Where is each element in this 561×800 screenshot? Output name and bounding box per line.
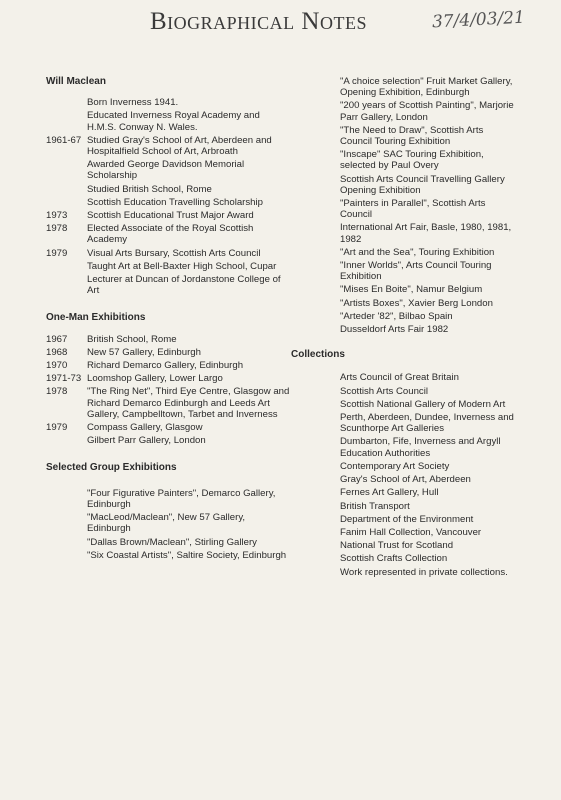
exhibition-entry: [46, 373, 291, 384]
bio-entry: [46, 184, 291, 195]
group-list-left: [46, 488, 291, 561]
entry-text: Born Inverness 1941.: [87, 97, 179, 109]
group-exhibition-item: "Painters in Parallel", Scottish Arts Council: [340, 198, 486, 221]
bio-list: [46, 97, 291, 296]
bio-entry: [46, 210, 291, 221]
collection-item: British Transport: [340, 500, 410, 512]
bio-entry: [46, 135, 291, 157]
entry-text: British School, Rome: [87, 333, 177, 345]
entry-text: Visual Arts Bursary, Scottish Arts Council: [87, 247, 261, 259]
collection-item: Fernes Art Gallery, Hull: [340, 487, 439, 499]
group-exhibition-item: "Inscape" SAC Touring Exhibition, selected by Paul Overy: [340, 149, 484, 172]
exhibition-entry: [46, 347, 291, 358]
entry-text: Gilbert Parr Gallery, London: [87, 435, 206, 447]
one-man-heading: One-Man Exhibitions: [46, 312, 146, 324]
entry-text: Taught Art at Bell-Baxter High School, Cupar: [87, 260, 277, 272]
entry-text: Elected Associate of the Royal Scottish Academy: [87, 223, 254, 246]
entry-year: [46, 110, 87, 132]
exhibition-entry: [46, 422, 291, 433]
group-exhibition-item: "The Need to Draw", Scottish Arts Council Touring Exhibition: [340, 124, 484, 148]
group-exhibition-item: "Inner Worlds", Arts Council Touring Exhibition: [340, 260, 492, 283]
bio-heading: Will Maclean: [46, 76, 106, 87]
collections-heading: Collections: [291, 349, 345, 361]
entry-year: 1970: [46, 360, 68, 372]
entry-text: Studied Gray's School of Art, Aberdeen and Hospitalfield School of Art, Arbroath: [87, 134, 272, 158]
collection-item: Work represented in private collections.: [340, 566, 508, 578]
collection-item: Department of the Environment: [340, 513, 474, 525]
bio-entry: [46, 159, 291, 181]
entry-year: 1979: [46, 247, 68, 259]
exhibition-entry: [46, 334, 291, 345]
collection-item: Arts Council of Great Britain: [340, 372, 459, 384]
bio-entry: [46, 110, 291, 132]
entry-year: [46, 184, 87, 195]
entry-text: Scottish Educational Trust Major Award: [87, 210, 254, 222]
entry-year: 1961-67: [46, 134, 82, 146]
collection-item: Perth, Aberdeen, Dundee, Inverness and Scunthorpe Art Galleries: [340, 412, 514, 435]
entry-text: Awarded George Davidson Memorial Scholarship: [87, 159, 245, 182]
exhibition-entry: [46, 360, 291, 371]
entry-text: Loomshop Gallery, Lower Largo: [87, 373, 223, 385]
handwritten-reference: 37/4/03/21: [431, 7, 526, 33]
group-exhibition-item: "Dallas Brown/Maclean", Stirling Gallery: [87, 536, 257, 548]
collection-item: Fanim Hall Collection, Vancouver: [340, 526, 482, 538]
group-exhibition-item: Scottish Arts Council Travelling Gallery Opening Exhibition: [340, 173, 505, 196]
entry-year: 1978: [46, 223, 68, 235]
entry-year: [46, 435, 87, 446]
collection-item: Dumbarton, Fife, Inverness and Argyll Education Authorities: [340, 436, 501, 459]
one-man-list: [46, 334, 291, 447]
group-exhibition-item: "Art and the Sea", Touring Exhibition: [340, 246, 495, 258]
collection-item: Scottish Crafts Collection: [340, 553, 448, 565]
bio-entry: [46, 197, 291, 208]
entry-text: Scottish Education Travelling Scholarship: [87, 196, 263, 208]
entry-text: New 57 Gallery, Edinburgh: [87, 346, 201, 358]
group-exhibition-item: "Artists Boxes", Xavier Berg London: [340, 297, 493, 309]
collection-item: Scottish Arts Council: [340, 385, 428, 397]
entry-text: Studied British School, Rome: [87, 183, 212, 195]
collection-item: Gray's School of Art, Aberdeen: [340, 474, 471, 486]
entry-year: [46, 261, 87, 272]
collection-item: Contemporary Art Society: [340, 460, 450, 472]
bio-entry: [46, 261, 291, 272]
entry-year: [46, 197, 87, 208]
entry-year: 1968: [46, 346, 68, 358]
entry-year: 1973: [46, 210, 68, 222]
entry-year: 1967: [46, 333, 68, 345]
group-exhibition-item: "Six Coastal Artists", Saltire Society, Edinburgh: [87, 549, 287, 561]
entry-year: [46, 97, 87, 108]
bio-entry: [46, 97, 291, 108]
page-title: Biographical Notes: [150, 8, 367, 35]
group-list-right: [291, 76, 516, 335]
entry-year: [46, 159, 87, 181]
left-column: [46, 76, 291, 563]
group-exhibition-item: "200 years of Scottish Painting", Marjorie Parr Gallery, London: [340, 100, 514, 123]
group-exhibition-item: Dusseldorf Arts Fair 1982: [340, 324, 449, 336]
collections-list: [291, 372, 516, 577]
entry-text: Richard Demarco Gallery, Edinburgh: [87, 360, 244, 372]
bio-entry: [46, 274, 291, 296]
group-exhibition-item: "Mises En Boite", Namur Belgium: [340, 284, 483, 296]
right-column: [291, 76, 516, 580]
entry-text: Educated Inverness Royal Academy and H.M.S. Conway N. Wales.: [87, 110, 260, 133]
entry-text: "The Ring Net", Third Eye Centre, Glasgow and Richard Demarco Edinburgh and Leeds Art Gallery, Campbelltown, Tarbet and Inverness: [87, 386, 290, 420]
entry-text: Compass Gallery, Glasgow: [87, 422, 203, 434]
bio-entry: [46, 223, 291, 245]
collection-item: National Trust for Scotland: [340, 540, 454, 552]
group-exhibition-item: "MacLeod/Maclean", New 57 Gallery, Edinburgh: [87, 512, 246, 535]
exhibition-entry: [46, 435, 291, 446]
group-exhibition-item: "Four Figurative Painters", Demarco Gallery, Edinburgh: [87, 487, 276, 510]
entry-year: 1971-73: [46, 373, 82, 385]
entry-year: [46, 274, 87, 296]
group-exhibition-item: International Art Fair, Basle, 1980, 1981, 1982: [340, 222, 512, 245]
group-exhibition-item: "A choice selection" Fruit Market Gallery, Opening Exhibition, Edinburgh: [340, 76, 513, 99]
bio-entry: [46, 248, 291, 259]
exhibition-entry: [46, 386, 291, 420]
entry-text: Lecturer at Duncan of Jordanstone College of Art: [87, 274, 281, 297]
group-heading: Selected Group Exhibitions: [46, 462, 177, 474]
entry-year: 1978: [46, 386, 68, 398]
entry-year: 1979: [46, 422, 68, 434]
group-exhibition-item: "Arteder '82", Bilbao Spain: [340, 310, 453, 322]
collection-item: Scottish National Gallery of Modern Art: [340, 398, 506, 410]
